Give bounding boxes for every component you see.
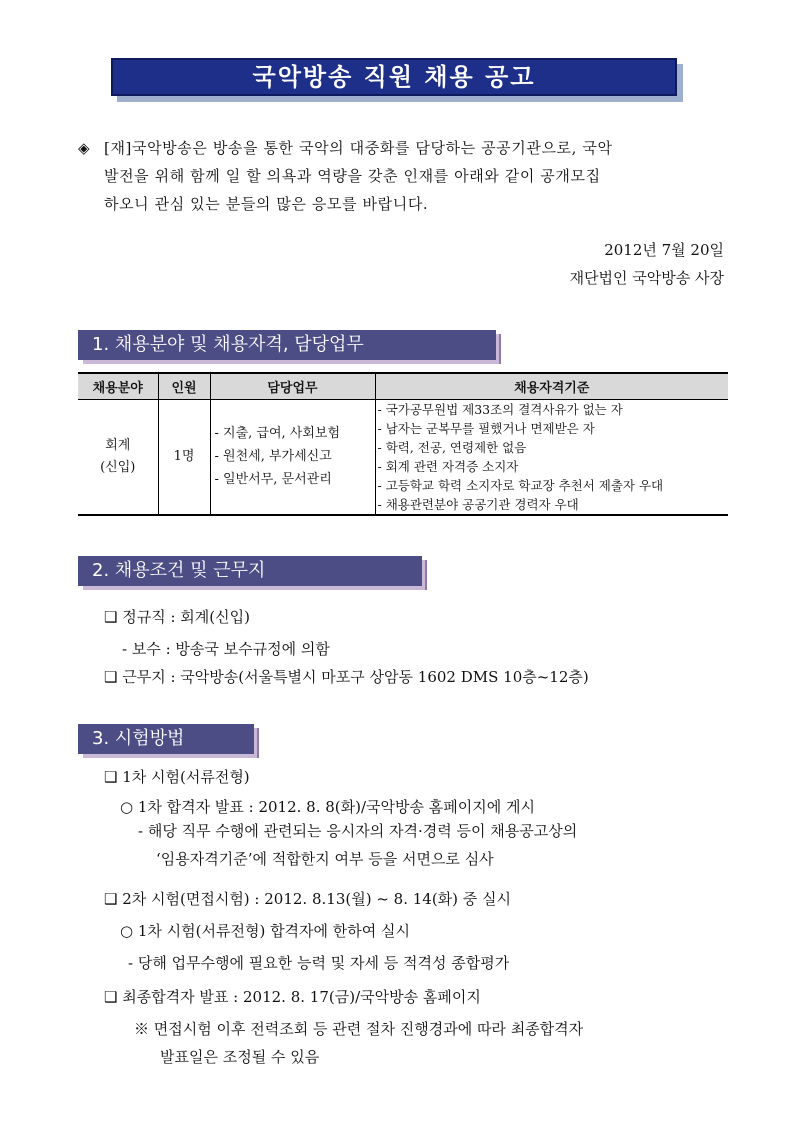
list-item: ❑ 최종합격자 발표 : 2012. 8. 17(금)/국악방송 홈페이지 <box>104 988 481 1006</box>
section-3-heading: 3. 시험방법 <box>78 724 254 754</box>
note-item: 발표일은 조정될 수 있음 <box>160 1048 320 1066</box>
count-cell: 1명 <box>158 399 210 515</box>
list-item: ○ 1차 시험(서류전형) 합격자에 한하여 실시 <box>120 922 411 940</box>
diamond-bullet-icon: ◈ <box>78 139 90 157</box>
criteria-item: - 회계 관련 자격증 소지자 <box>377 458 519 474</box>
duty-item: - 지출, 급여, 사회보험 <box>214 426 341 441</box>
criteria-item: - 고등학교 학력 소지자로 학교장 추천서 제출자 우대 <box>377 477 664 493</box>
criteria-item: - 학력, 전공, 연령제한 없음 <box>377 439 527 455</box>
intro-line: [재]국악방송은 방송을 통한 국악의 대중화를 담당하는 공공기관으로, 국악 <box>104 139 613 157</box>
title-banner <box>111 58 683 102</box>
duties-cell <box>210 399 375 515</box>
list-item: - 보수 : 방송국 보수규정에 의함 <box>122 640 330 658</box>
field-cell: 회계 (신입) <box>78 399 158 515</box>
criteria-item: - 채용관련분야 공공기관 경력자 우대 <box>377 496 579 512</box>
list-item: ❑ 근무지 : 국악방송(서울특별시 마포구 상암동 1602 DMS 10층~12층) <box>104 668 589 686</box>
criteria-item: - 국가공무원법 제33조의 결격사유가 없는 자 <box>377 401 623 417</box>
table-header: 인원 <box>158 373 210 399</box>
issuer: 재단법인 국악방송 사장 <box>569 269 724 287</box>
table-row <box>78 399 728 515</box>
list-item: ❑ 정규직 : 회계(신입) <box>104 608 250 626</box>
criteria-cell <box>375 399 728 515</box>
criteria-item: - 남자는 군복무를 필했거나 면제받은 자 <box>377 420 595 436</box>
list-item: ❑ 1차 시험(서류전형) <box>104 768 250 786</box>
list-item: ○ 1차 합격자 발표 : 2012. 8. 8(화)/국악방송 홈페이지에 게시 <box>120 798 535 816</box>
list-item: ‘임용자격기준’에 적합한지 여부 등을 서면으로 심사 <box>156 850 494 868</box>
section-1-heading: 1. 채용분야 및 채용자격, 담당업무 <box>78 330 496 360</box>
list-item: ❑ 2차 시험(면접시험) : 2012. 8.13(월) ~ 8. 14(화) 중 실시 <box>104 890 512 908</box>
list-item: - 해당 직무 수행에 관련되는 응시자의 자격·경력 등이 채용공고상의 <box>138 822 578 840</box>
table-header: 채용분야 <box>78 373 158 399</box>
date-block <box>570 236 724 292</box>
page-title: 국악방송 직원 채용 공고 <box>111 58 677 96</box>
announcement-date: 2012년 7월 20일 <box>604 241 724 259</box>
note-item: ※ 면접시험 이후 전력조회 등 관련 절차 진행경과에 따라 최종합격자 <box>134 1020 584 1038</box>
duty-item: - 원천세, 부가세신고 <box>214 449 332 464</box>
table-header-row <box>78 373 728 399</box>
table-header: 채용자격기준 <box>375 373 728 399</box>
list-item: - 당해 업무수행에 필요한 능력 및 자세 등 적격성 종합평가 <box>128 954 510 972</box>
duty-item: - 일반서무, 문서관리 <box>214 472 332 487</box>
intro-line: 하오니 관심 있는 분들의 많은 응모를 바랍니다. <box>104 195 429 213</box>
section-2-heading: 2. 채용조건 및 근무지 <box>78 556 422 586</box>
recruitment-table <box>78 372 728 516</box>
table-header: 담당업무 <box>210 373 375 399</box>
intro-line: 발전을 위해 함께 일 할 의욕과 역량을 갖춘 인재를 아래와 같이 공개모집 <box>104 167 601 185</box>
intro-paragraph <box>78 134 728 218</box>
